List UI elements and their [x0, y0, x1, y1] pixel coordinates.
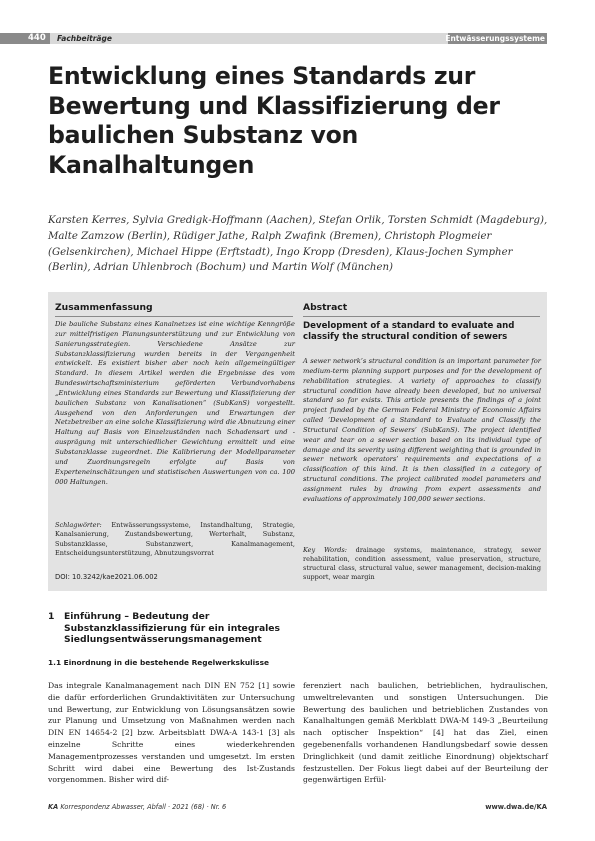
journal-name: Korrespondenz Abwasser, Abfall · 2021 (68) · Nr. 6: [60, 803, 227, 811]
keywords-label: Schlagwörter:: [55, 521, 102, 529]
abstract-body: A sewer network’s structural condition is an important parameter for medium-term planning support purposes and for the development of rehabilitation strategies. A variety of approaches to classify structural condition have already been developed, but no universal standard so far exists. This article presents the findings of a joint project funded by the German Federal Ministry of Economic Affairs called ‘Development of a Standard to Evaluate and Classify the Structural Condition of Sewers’ (SubKanS). The project identified wear and tear on a sewer section based on its individual type of damage and its severity using different weighting that is grounded in sewer network operators’ requirements and expectations of a classification of this kind. It is then classified in a category of structural conditions. The project calibrated model parameters and assignment rules by drawing from expert assessments and evaluations of approximately 100,000 sewer sections.: [303, 357, 541, 503]
header-topic-label: Entwässerungssysteme: [445, 34, 545, 43]
footer-url[interactable]: www.dwa.de/KA: [485, 803, 547, 811]
body-column-right: ferenziert nach baulichen, betrieblichen, hydraulischen, umweltrelevanten und sonstigen Untersuchungen. Die Bewertung des baulichen und betrieblichen Zustandes von Kanalhaltungen gemäß Merkblatt DWA-M 149-3 „Beurteilung nach optischer Inspektion“ [4] hat das Ziel, einen gegebenenfalls vorhandenen Handlungsbedarf sowie dessen Dringlichkeit (und damit zeitliche Einordnung) objektscharf festzustellen. Der Fokus liegt dabei auf der Beurteilung der gegenwärtigen Erfül-: [303, 681, 548, 785]
article-title: Entwicklung eines Standards zur Bewertung und Klassifizierung der baulichen Substanz von Kanalhaltungen: [48, 62, 500, 179]
footer-journal: [48, 803, 226, 811]
doi: DOI: 10.3242/kae2021.06.002: [55, 573, 158, 581]
subsection-title: 1.1 Einordnung in die bestehende Regelwerkskulisse: [48, 658, 269, 667]
abstract-keywords: [303, 546, 541, 582]
section-title: Einführung – Bedeutung der Substanzklassifizierung für ein integrales Siedlungsentwässerungsmanagement: [64, 611, 281, 646]
header-section-label: Fachbeiträge: [57, 34, 112, 43]
body-column-left: Das integrale Kanalmanagement nach DIN EN 752 [1] sowie die dafür erforderlichen Grundaktivitäten zur Untersuchung und Bewertung, zur Entwicklung von Lösungsansätzen sowie zur Planung und Umsetzung von Maßnahmen werden nach DIN EN 14654-2 [2] bzw. Arbeitsblatt DWA-A 143-1 [3] als einzelne Schritte eines wiederkehrenden Managementprozesses verstanden und umgesetzt. Im ersten Schritt wird dabei eine Bewertung des Ist-Zustands vorgenommen. Bisher wird dif-: [48, 681, 295, 785]
author-list: Karsten Kerres, Sylvia Gredigk-Hoffmann (Aachen), Stefan Orlik, Torsten Schmidt (Magdeburg), Malte Zamzow (Berlin), Rüdiger Jathe, Ralph Zwafink (Bremen), Christoph Plogmeier (Gelsenkirchen), Michael Hippe (Erftstadt), Ingo Kropp (Dresden), Klaus-Jochen Sympher (Berlin), Adrian Uhlenbroch (Bochum) und Martin Wolf (München): [48, 215, 548, 274]
page-number: 440: [28, 33, 46, 43]
section-number: 1: [48, 611, 55, 622]
abstract-subtitle: Development of a standard to evaluate and classify the structural condition of sewers: [303, 321, 515, 343]
key-words-label: Key Words:: [303, 546, 347, 554]
zusammenfassung-keywords: [55, 521, 295, 558]
abstract-rule: [303, 316, 540, 317]
key-words-text: drainage systems, maintenance, strategy, sewer rehabilitation, condition assessment, value preservation, structure, structural class, structural value, sewer management, decision-making support, wear margin: [303, 546, 541, 582]
abstract-heading: Abstract: [303, 302, 348, 313]
zusammenfassung-heading: Zusammenfassung: [55, 302, 153, 313]
zusammenfassung-body: Die bauliche Substanz eines Kanalnetzes ist eine wichtige Kenngröße zur mittelfristigen Planungsunterstützung und zur Entwicklung von Sanierungsstrategien. Verschiedene Ansätze zur Substanzklassifizierung wurden bereits in der Vergangenheit entwickelt. Es existiert bisher aber noch kein allgemeingültiger Standard. In diesem Artikel werden die Ergebnisse des vom Bundeswirtschaftsministerium geförderten Verbundvorhabens „Entwicklung eines Standards zur Bewertung und Klassifizierung der baulichen Substanz von Kanalisationen“ (SubKanS) vorgestellt. Ausgehend von den Anforderungen und Erwartungen der Netzbetreiber an eine solche Klassifizierung wird die Abnutzung einer Haltung auf Basis von Einzelzuständen nach Schadensart und -ausprägung mit unterschiedlicher Gewichtung ermittelt und eine Substanzklasse zugeordnet. Die Kalibrierung der Modellparameter und Zuordnungsregeln erfolgte auf Basis von Experteneinschätzungen und statistischen Auswertungen von ca. 100 000 Haltungen.: [55, 320, 295, 486]
zusammenfassung-rule: [55, 316, 293, 317]
keywords-text: Entwässerungssysteme, Instandhaltung, Strategie, Kanalsanierung, Zustandsbewertung, Werterhalt, Substanz, Substanzklasse, Substanzwert, Kanalmanagement, Entscheidungsunterstützung, Abnutzungsvorrat: [55, 521, 295, 557]
journal-abbr: KA: [48, 803, 59, 811]
